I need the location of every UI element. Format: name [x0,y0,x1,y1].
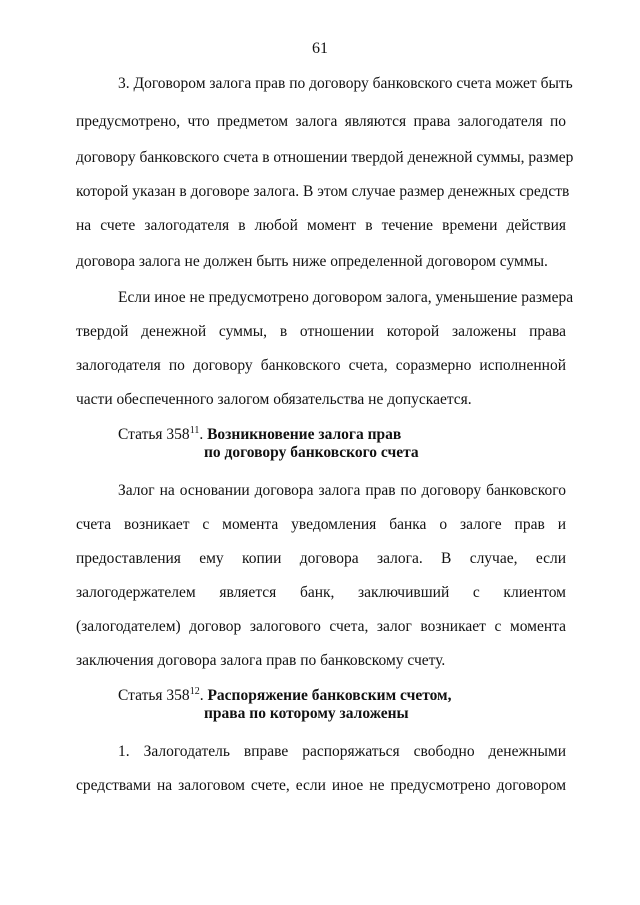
article-dot: . [199,426,204,443]
para2-line-4: части обеспеченного залогом обязательства не допускается. [76,391,472,408]
para3-line-1: Залог на основании договора залога прав по договору банковского [118,482,566,499]
article-heading-358-12-line-2 [204,704,409,724]
para2-line-1: Если иное не предусмотрено договором залога, уменьшение размера [118,289,574,306]
article-title-line-2: по договору банковского счета [204,444,419,461]
article-heading-358-12 [118,686,452,706]
para1-line-1: 3. Договором залога прав по договору банковского счета может быть [118,75,573,92]
para2-line-2: твердой денежной суммы, в отношении которой заложены права [76,323,566,340]
article-number: Статья 358 [118,687,190,704]
para2-line-3: залогодателя по договору банковского счета, соразмерно исполненной [76,357,566,374]
article-superscript: 11 [189,425,200,436]
para4-line-1: 1. Залогодатель вправе распоряжаться свободно денежными [118,743,566,760]
para1-line-2: предусмотрено, что предметом залога являются права залогодателя по [76,113,566,130]
article-heading-358-11 [118,425,401,445]
article-title-line-1: Возникновение залога прав [207,426,402,443]
para4-line-2: средствами на залоговом счете, если иное не предусмотрено договором [76,777,566,794]
para1-line-4: которой указан в договоре залога. В этом случае размер денежных средств [76,183,570,200]
article-dot: . [199,687,204,704]
article-title-line-1: Распоряжение банковским счетом, [207,687,452,704]
article-heading-358-11-line-2 [204,443,419,463]
para3-line-3: предоставления ему копии договора залога. В случае, если [76,550,566,567]
article-number: Статья 358 [118,426,190,443]
para1-line-3: договору банковского счета в отношении твердой денежной суммы, размер [76,149,574,166]
para1-line-5: на счете залогодателя в любой момент в течение времени действия [76,217,566,234]
para3-line-2: счета возникает с момента уведомления банка о залоге прав и [76,516,566,533]
article-superscript: 12 [189,686,200,697]
para1-line-6: договора залога не должен быть ниже определенной договором суммы. [76,253,548,270]
para3-line-4: залогодержателем является банк, заключивший с клиентом [76,584,566,601]
article-title-line-2: права по которому заложены [204,705,409,722]
page-number: 61 [312,40,328,57]
para3-line-6: заключения договора залога прав по банковскому счету. [76,652,446,669]
para3-line-5: (залогодателем) договор залогового счета, залог возникает с момента [76,618,566,635]
